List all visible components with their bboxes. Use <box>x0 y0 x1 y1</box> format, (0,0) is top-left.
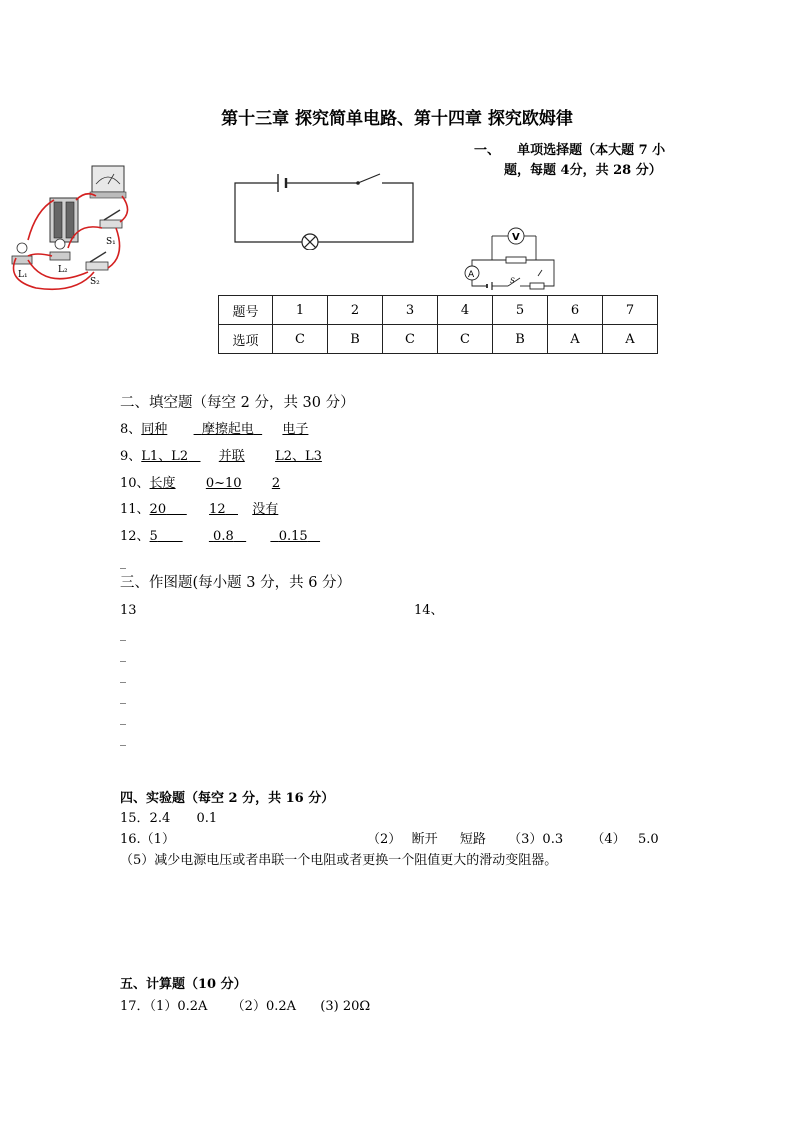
answer-blank: 并联 <box>218 449 245 464</box>
answer-value: 0.1 <box>196 811 218 826</box>
answer-blank: 0.15 <box>278 529 308 544</box>
switch-blade <box>358 174 380 183</box>
answer-line-q16-parts <box>367 831 659 849</box>
answer-value: （1）0.2A <box>149 999 208 1014</box>
table-cell: 3 <box>383 296 438 325</box>
page-title: 第十三章 探究简单电路、第十四章 探究欧姆律 <box>221 109 573 129</box>
table-cell: 5 <box>493 296 548 325</box>
part-label: （4） <box>591 832 626 847</box>
answer-line-q16 <box>120 831 175 849</box>
answer-blank: 摩擦起电 <box>201 422 254 437</box>
table-cell: A <box>548 325 603 354</box>
answer-value: （3）0.3 <box>508 832 564 847</box>
switch-s1 <box>100 210 122 228</box>
switch-pivot <box>356 181 360 185</box>
answer-blank: 0.8 <box>213 529 234 544</box>
question-number: 9、 <box>120 449 142 464</box>
answer-line-q10 <box>120 475 280 493</box>
part-label: （2） <box>367 832 402 847</box>
switch-s2 <box>86 252 108 270</box>
section2-trailing-mark: _ <box>120 555 126 569</box>
table-cell: 1 <box>273 296 328 325</box>
answer-blank: 20 <box>149 502 167 517</box>
question-number: 11、 <box>120 502 150 517</box>
answer-blank: 0~10 <box>205 476 242 491</box>
answer-blank: L1、L2 <box>141 449 189 464</box>
table-cell: 7 <box>603 296 658 325</box>
section1-heading <box>474 140 665 162</box>
question-number: 10、 <box>120 476 150 491</box>
table-row-options <box>219 325 658 354</box>
section2-heading: 二、填空题（每空 2 分，共 30 分） <box>120 395 355 411</box>
blank-dash: _ <box>120 711 126 725</box>
real-circuit-figure <box>6 160 136 295</box>
question-number: 17． <box>120 999 150 1014</box>
blank-dash: _ <box>120 669 126 683</box>
answer-line-q17 <box>120 998 370 1016</box>
answer-blank: 同种 <box>141 422 168 437</box>
answer-blank: 12 <box>209 502 226 517</box>
answer-blank: 长度 <box>149 476 176 491</box>
question-number: 8、 <box>120 422 142 437</box>
switch-s-label: S <box>510 277 515 285</box>
label-l1: L₁ <box>18 270 28 280</box>
section1-heading-line2: 题，每题 4分，共 28 分） <box>504 163 662 178</box>
ammeter <box>90 166 126 198</box>
simple-circuit-diagram <box>230 170 420 250</box>
answer-line-q11 <box>120 501 278 519</box>
answer-value: 断开 <box>411 832 438 847</box>
section1-heading-line1: 单项选择题（本大题 7 小 <box>517 143 666 158</box>
question-number: 16.（1） <box>120 832 175 847</box>
label-s1: S₁ <box>106 237 116 247</box>
section4-heading: 四、实验题（每空 2 分，共 16 分） <box>120 791 335 806</box>
table-cell: 题号 <box>219 296 273 325</box>
section5-heading: 五、计算题（10 分） <box>120 977 247 992</box>
table-cell: B <box>328 325 383 354</box>
resistor-symbol <box>506 257 526 263</box>
answer-line-q16-p5: （5）减少电源电压或者串联一个电阻或者更换一个阻值更大的滑动变阻器。 <box>120 853 558 868</box>
table-cell: 4 <box>438 296 493 325</box>
label-s2: S₂ <box>90 277 100 287</box>
ammeter-label: A <box>468 270 475 280</box>
answer-blank: 没有 <box>252 502 279 517</box>
answer-blank: L2、L3 <box>275 449 322 464</box>
table-cell: 2 <box>328 296 383 325</box>
answer-line-q9 <box>120 448 322 466</box>
answer-blank: 电子 <box>282 422 309 437</box>
voltmeter-circuit-diagram <box>462 226 562 294</box>
blank-dash: _ <box>120 627 126 641</box>
question-number: 15． <box>120 811 150 826</box>
table-cell: 选项 <box>219 325 273 354</box>
table-row-numbers <box>219 296 658 325</box>
table-cell: C <box>273 325 328 354</box>
question-13-label: 13 <box>120 603 137 618</box>
wire-right <box>318 183 413 242</box>
answer-line-q8 <box>120 421 308 439</box>
answer-blank: 2 <box>271 476 281 491</box>
answer-value: 5.0 <box>637 832 659 847</box>
blank-dash: _ <box>120 648 126 662</box>
section3-heading: 三、作图题(每小题 3 分，共 6 分） <box>120 575 352 591</box>
table-cell: B <box>493 325 548 354</box>
answer-blank: 5 <box>149 529 158 544</box>
section1-label: 一、 <box>474 143 501 158</box>
blank-dash: _ <box>120 732 126 746</box>
wire-left <box>235 183 302 242</box>
blank-dash: _ <box>120 690 126 704</box>
question-number: 12、 <box>120 529 150 544</box>
question-14-label: 14、 <box>414 603 444 618</box>
voltmeter-label: V <box>512 232 520 243</box>
answer-value: 短路 <box>459 832 486 847</box>
answer-value: 2.4 <box>149 811 171 826</box>
answer-line-q12 <box>120 528 320 546</box>
answer-table <box>218 295 658 354</box>
label-l2: L₂ <box>58 265 68 275</box>
answer-line-q15 <box>120 810 217 828</box>
answer-value: （2）0.2A <box>231 999 297 1014</box>
table-cell: 6 <box>548 296 603 325</box>
answer-value: (3) 20Ω <box>320 999 371 1014</box>
table-cell: C <box>383 325 438 354</box>
rheostat-symbol <box>530 283 544 289</box>
table-cell: A <box>603 325 658 354</box>
table-cell: C <box>438 325 493 354</box>
